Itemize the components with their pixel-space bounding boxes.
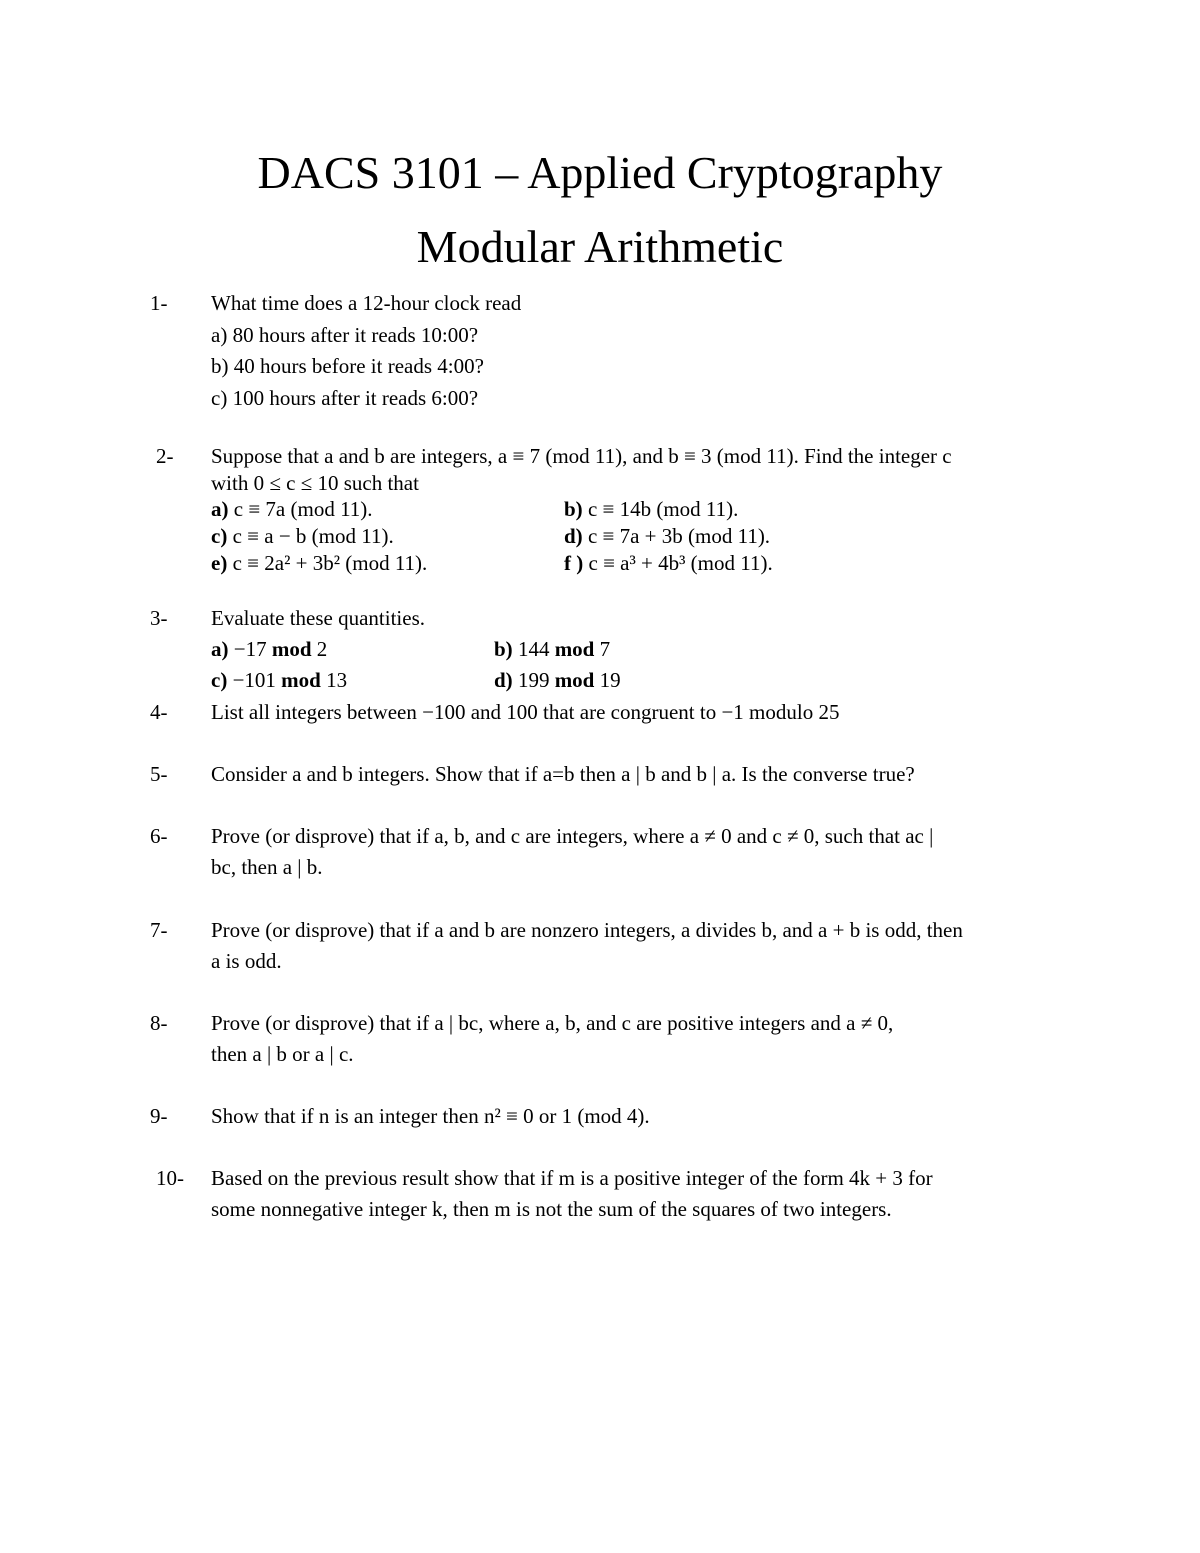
question-9-number: 9- bbox=[150, 1104, 168, 1128]
question-2-number: 2- bbox=[156, 444, 174, 468]
question-3c-modulus: 13 bbox=[320, 668, 348, 692]
question-3a-value: −17 bbox=[233, 637, 272, 661]
question-10-number: 10- bbox=[156, 1166, 184, 1190]
course-title: DACS 3101 – Applied Cryptography bbox=[257, 147, 943, 198]
question-2a-label: a) bbox=[211, 497, 229, 521]
question-2b bbox=[564, 499, 738, 520]
question-6-number: 6- bbox=[150, 824, 168, 848]
question-2d bbox=[564, 526, 770, 547]
question-3-stem: Evaluate these quantities. bbox=[211, 606, 426, 630]
question-2c-text: c ≡ a − b (mod 11). bbox=[232, 524, 394, 548]
question-6-line2: bc, then a | b. bbox=[211, 855, 323, 879]
question-3c-mod: mod bbox=[281, 668, 321, 692]
question-8-number: 8- bbox=[150, 1011, 168, 1035]
question-3c bbox=[211, 670, 347, 691]
question-2b-label: b) bbox=[564, 497, 583, 521]
question-2e-label: e) bbox=[211, 551, 228, 575]
question-3a bbox=[211, 639, 327, 660]
question-2b-text: c ≡ 14b (mod 11). bbox=[587, 497, 739, 521]
question-5-text: Consider a and b integers. Show that if a=b then a | b and b | a. Is the converse true? bbox=[211, 762, 915, 786]
question-2f bbox=[564, 553, 773, 574]
question-1c: c) 100 hours after it reads 6:00? bbox=[211, 386, 479, 410]
question-3d-value: 199 bbox=[517, 668, 555, 692]
question-4-number: 4- bbox=[150, 700, 168, 724]
question-3d bbox=[494, 670, 621, 691]
question-3-number: 3- bbox=[150, 606, 168, 630]
question-2d-label: d) bbox=[564, 524, 583, 548]
question-3c-value: −101 bbox=[232, 668, 282, 692]
question-3a-modulus: 2 bbox=[311, 637, 328, 661]
question-2e-text: c ≡ 2a² + 3b² (mod 11). bbox=[232, 551, 428, 575]
question-2d-text: c ≡ 7a + 3b (mod 11). bbox=[587, 524, 771, 548]
question-3d-modulus: 19 bbox=[594, 668, 621, 692]
question-3b-value: 144 bbox=[517, 637, 555, 661]
question-2e bbox=[211, 553, 427, 574]
question-3b-modulus: 7 bbox=[594, 637, 611, 661]
question-2c bbox=[211, 526, 394, 547]
question-3a-mod: mod bbox=[271, 637, 312, 661]
question-7-number: 7- bbox=[150, 918, 168, 942]
question-7-line1: Prove (or disprove) that if a and b are nonzero integers, a divides b, and a + b is odd, then bbox=[211, 918, 963, 942]
question-1-stem: What time does a 12-hour clock read bbox=[211, 291, 522, 315]
question-2a-text: c ≡ 7a (mod 11). bbox=[233, 497, 373, 521]
question-2c-label: c) bbox=[211, 524, 228, 548]
question-9-text: Show that if n is an integer then n² ≡ 0 or 1 (mod 4). bbox=[211, 1104, 650, 1128]
question-2-stem-line1: Suppose that a and b are integers, a ≡ 7 (mod 11), and b ≡ 3 (mod 11). Find the integer c bbox=[211, 444, 952, 468]
question-10-line2: some nonnegative integer k, then m is not the sum of the squares of two integers. bbox=[211, 1197, 892, 1221]
question-10-line1: Based on the previous result show that if m is a positive integer of the form 4k + 3 for bbox=[211, 1166, 933, 1190]
question-4-text: List all integers between −100 and 100 that are congruent to −1 modulo 25 bbox=[211, 700, 840, 724]
question-8-line2: then a | b or a | c. bbox=[211, 1042, 354, 1066]
question-2-stem-line2: with 0 ≤ c ≤ 10 such that bbox=[211, 471, 419, 495]
question-1b: b) 40 hours before it reads 4:00? bbox=[211, 354, 484, 378]
question-3a-label: a) bbox=[211, 637, 229, 661]
question-5-number: 5- bbox=[150, 762, 168, 786]
question-2a bbox=[211, 499, 373, 520]
question-1a: a) 80 hours after it reads 10:00? bbox=[211, 323, 479, 347]
question-7-line2: a is odd. bbox=[211, 949, 282, 973]
question-3c-label: c) bbox=[211, 668, 228, 692]
question-2f-label: f ) bbox=[564, 551, 584, 575]
question-1-number: 1- bbox=[150, 291, 168, 315]
question-3b bbox=[494, 639, 610, 660]
question-2f-text: c ≡ a³ + 4b³ (mod 11). bbox=[588, 551, 773, 575]
topic-title: Modular Arithmetic bbox=[416, 221, 784, 272]
question-3d-label: d) bbox=[494, 668, 513, 692]
question-8-line1: Prove (or disprove) that if a | bc, where a, b, and c are positive integers and a ≠ 0, bbox=[211, 1011, 894, 1035]
question-6-line1: Prove (or disprove) that if a, b, and c are integers, where a ≠ 0 and c ≠ 0, such that ac | bbox=[211, 824, 934, 848]
question-3b-label: b) bbox=[494, 637, 513, 661]
question-3b-mod: mod bbox=[554, 637, 595, 661]
question-3d-mod: mod bbox=[554, 668, 595, 692]
